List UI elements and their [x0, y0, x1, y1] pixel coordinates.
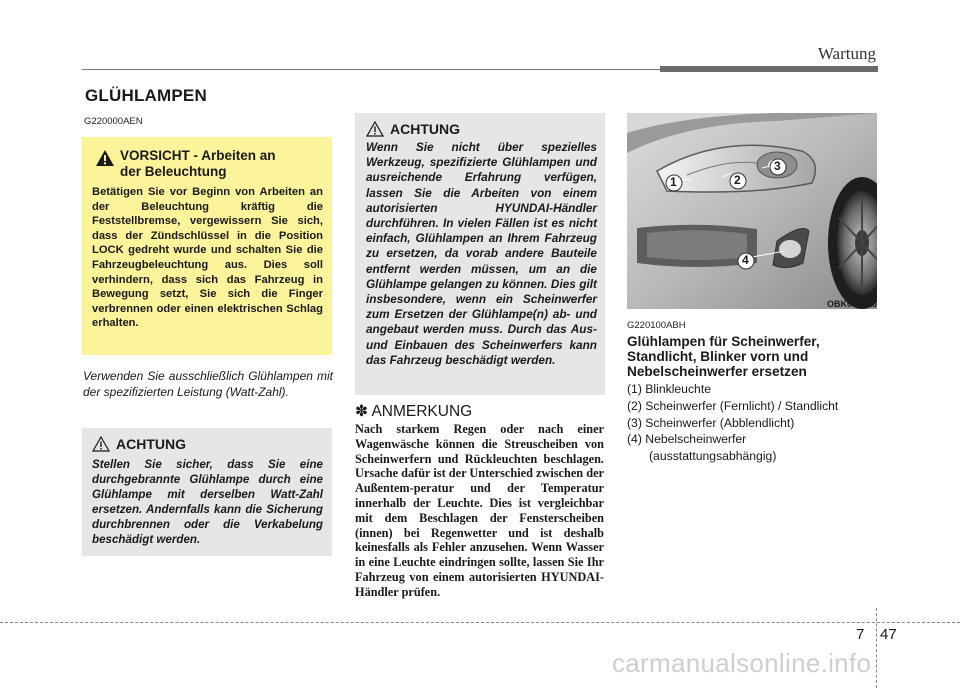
achtung-box-left	[82, 428, 332, 556]
note-title: ANMERKUNG	[371, 403, 473, 420]
running-header: Wartung	[817, 44, 876, 63]
caution-box	[82, 137, 332, 355]
chapter-number: 7	[856, 626, 865, 643]
section-code: G220000AEN	[84, 116, 143, 127]
warning-outline-icon	[92, 436, 110, 452]
watermark: carmanualsonline.info	[612, 648, 872, 678]
section-title: GLÜHLAMPEN	[85, 86, 207, 105]
list-item: (4) Nebelscheinwerfer	[627, 432, 747, 447]
note-heading	[355, 402, 472, 421]
wattage-instruction: Verwenden Sie ausschließlich Glühlampen mit der spezifizierten Leistung (Watt-Zahl).	[83, 369, 333, 399]
caution-body: Betätigen Sie vor Beginn von Arbeiten an der Beleuchtung kräftig die Feststellbremse, vergewissern Sie sich, dass der Zündschlüssel in die Position LOCK gedreht wurde und schalten Sie die Fahrzeugbeleuchtung aus. Dies soll verhindern, dass sich das Fahrzeug in Bewegung setzt, Sie sich die Finger verbrennen oder einen elektrischen Schlag erhalten.	[92, 186, 323, 330]
caution-title: VORSICHT - Arbeiten an der Beleuchtung	[120, 148, 276, 179]
note-body: Nach starkem Regen oder nach einer Wagenwäsche können die Streuscheiben von Scheinwerfern und Rückleuchten beschlagen. Ursache dafür ist der Unterschied zwischen der Außentem-peratur und der Temperatur innerhalb der Leuchte. Dies ist vergleichbar mit dem Beschlagen der Fensterscheiben (innen) bei Regenwetter und ist deshalb keinesfalls als Fehler anzusehen. Wenn Wasser in eine Leuchte eindringen sollte, lassen Sie Ihr Fahrzeug von einem autorisierten HYUNDAI-Händler prüfen.	[355, 422, 604, 599]
bulb-list	[627, 381, 838, 465]
list-item: (1) Blinkleuchte	[627, 382, 711, 396]
footer-rule	[0, 622, 960, 623]
callout-2: 2	[729, 172, 747, 195]
list-item: (2) Scheinwerfer (Fernlicht) / Standlicht	[627, 398, 839, 413]
callout-1: 1	[665, 174, 683, 197]
list-item: (3) Scheinwerfer (Abblendlicht)	[627, 415, 795, 430]
achtung-left-body: Stellen Sie sicher, dass Sie eine durchgebrannte Glühlampe durch eine Glühlampe mit derselben Watt-Zahl ersetzen. Andernfalls kann die Sicherung durchbrennen oder die Verkabelung beschädigt werden.	[92, 458, 323, 546]
headlamp-section-code: G220100ABH	[627, 320, 686, 331]
headlamp-photo	[627, 113, 877, 309]
note-star-icon: ✽	[355, 403, 368, 420]
achtung-left-title: ACHTUNG	[116, 436, 186, 452]
page-number: 47	[880, 626, 897, 643]
list-item: (ausstattungsabhängig)	[649, 449, 777, 464]
achtung-box-middle	[355, 113, 605, 395]
warning-icon	[96, 150, 114, 166]
header-rule-accent	[660, 66, 878, 72]
warning-outline-icon	[366, 121, 384, 137]
headlamp-section-title: Glühlampen für Scheinwerfer, Standlicht, Blinker vorn und Nebelscheinwerfer ersetzen	[627, 334, 820, 379]
header-rule	[82, 69, 660, 70]
achtung-middle-body: Wenn Sie nicht über spezielles Werkzeug, spezifizierte Glühlampen und ausreichende Erfahrung verfügen, lassen Sie die Arbeiten von einem autorisierten HYUNDAI-Händler durchführen. In vielen Fällen ist es nicht einfach, Glühlampen an Ihrem Fahrzeug zu ersetzen, da vorab andere Bauteile entfernt werden müssen, um an die Glühlampe gelangen zu können. Dies gilt insbesondere, wenn ein Scheinwerfer zum Ersetzen der Glühlampe(n) ab- und angebaut werden muss. Durch das Aus- und Einbauen des Scheinwerfers kann das Fahrzeug beschädigt werden.	[366, 140, 597, 367]
callout-3: 3	[769, 158, 787, 181]
car-front-illustration	[627, 113, 877, 309]
footer-divider	[876, 608, 877, 688]
achtung-middle-title: ACHTUNG	[390, 121, 460, 137]
figure-caption: OBK079026	[826, 299, 877, 309]
callout-4: 4	[737, 252, 755, 275]
